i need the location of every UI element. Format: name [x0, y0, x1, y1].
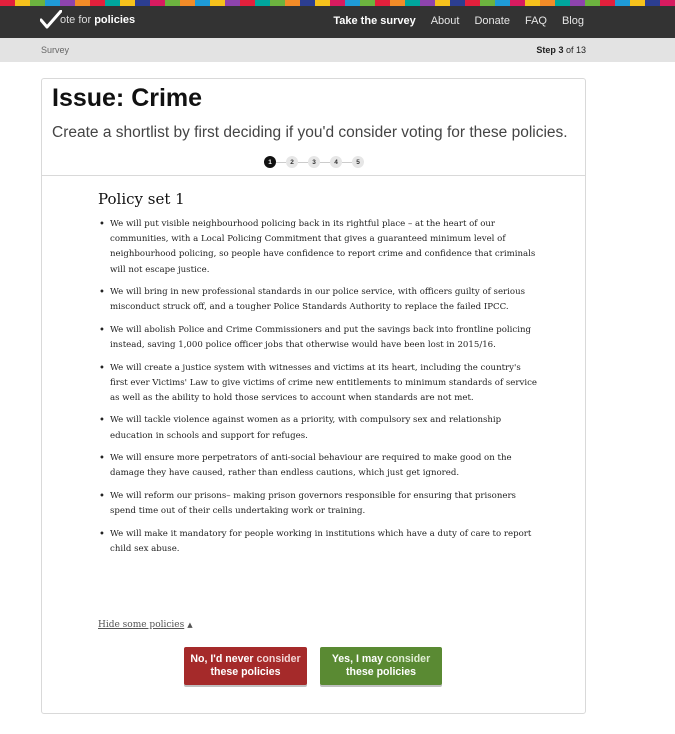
issue-card — [41, 78, 586, 714]
policy-item: • We will put visible neighbourhood policing back in its rightful place – at the heart of our communities, with a Local Policing Commitment that gives a guaranteed minimum level of neighbourhood policing, so people have confidence to report crime and confidence that criminals will not escape justice. — [98, 217, 538, 278]
may-consider-button[interactable] — [320, 647, 442, 685]
step-total: of 13 — [565, 45, 586, 55]
nav-about[interactable]: About — [430, 15, 460, 27]
step-connector — [276, 162, 286, 163]
policy-list — [98, 217, 538, 564]
policy-item: • We will abolish Police and Crime Commissioners and put the savings back into frontline policing instead, saving 1,000 police officer jobs that otherwise would have been lost in 2015/16. — [98, 323, 538, 353]
logo[interactable] — [40, 10, 135, 30]
step-dot[interactable]: 4 — [330, 156, 342, 168]
never-consider-line2: these policies — [210, 666, 281, 678]
btn-text: No, I'd — [190, 653, 223, 665]
logo-bold: policies — [94, 14, 136, 26]
nav-donate[interactable]: Donate — [474, 15, 510, 27]
policy-set-steps — [264, 156, 364, 168]
policy-item: • We will make it mandatory for people working in institutions which have a duty of care to report child sex abuse. — [98, 527, 538, 557]
btn-text: consider — [386, 653, 431, 665]
triangle-up-icon: ▲ — [187, 621, 193, 629]
step-indicator — [536, 45, 586, 55]
step-dot[interactable]: 5 — [352, 156, 364, 168]
page-subtitle: Create a shortlist by first deciding if you'd consider voting for these policies. — [52, 124, 568, 141]
hide-policies-label: Hide some policies — [98, 620, 185, 630]
step-connector — [298, 162, 308, 163]
step-dot[interactable]: 2 — [286, 156, 298, 168]
policy-item: • We will create a justice system with witnesses and victims at its heart, including the country's first ever Victims' Law to give victims of crime new entitlements to minimum standards of service as well as the ability to hold those services to account when standards are not met. — [98, 361, 538, 407]
btn-text: consider — [256, 653, 301, 665]
may-consider-line2: these policies — [345, 666, 417, 678]
may-consider-line1 — [320, 653, 442, 666]
nav-blog[interactable]: Blog — [561, 15, 584, 27]
page-title: Issue: Crime — [52, 84, 203, 112]
policy-item: • We will bring in new professional standards in our police service, with officers guilty of serious misconduct struck off, and a tougher Police Standards Authority to replace the failed IPCC. — [98, 285, 538, 315]
step-connector — [342, 162, 352, 163]
never-consider-button[interactable] — [184, 647, 307, 685]
progress-bar — [0, 38, 675, 62]
step-dot[interactable]: 1 — [264, 156, 276, 168]
main-nav — [318, 15, 584, 27]
checkmark-logo-icon — [40, 10, 62, 30]
step-label: Step — [536, 45, 556, 55]
logo-prefix: ote for — [60, 14, 92, 26]
btn-emphasis: may — [361, 653, 384, 665]
nav-faq[interactable]: FAQ — [524, 15, 547, 27]
policy-item: • We will reform our prisons– making prison governors responsible for ensuring that prisoners spend time out of their cells undertaking work or training. — [98, 489, 538, 519]
card-header — [42, 79, 585, 176]
step-current: 3 — [558, 45, 564, 55]
never-consider-line1 — [184, 653, 307, 666]
nav-take-survey[interactable]: Take the survey — [333, 15, 416, 27]
top-navbar — [0, 6, 675, 38]
btn-text: Yes, I — [331, 653, 359, 665]
btn-emphasis: never — [225, 653, 254, 665]
step-dot[interactable]: 3 — [308, 156, 320, 168]
policy-item: • We will ensure more perpetrators of anti-social behaviour are required to make good on the damage they have caused, rather than endless cautions, which just get ignored. — [98, 451, 538, 481]
hide-policies-link[interactable] — [98, 620, 193, 630]
policy-set-title: Policy set 1 — [98, 190, 185, 208]
policy-item: • We will tackle violence against women as a priority, with compulsory sex and relationship education in schools and support for refuges. — [98, 413, 538, 443]
step-connector — [320, 162, 330, 163]
breadcrumb[interactable]: Survey — [41, 45, 70, 55]
